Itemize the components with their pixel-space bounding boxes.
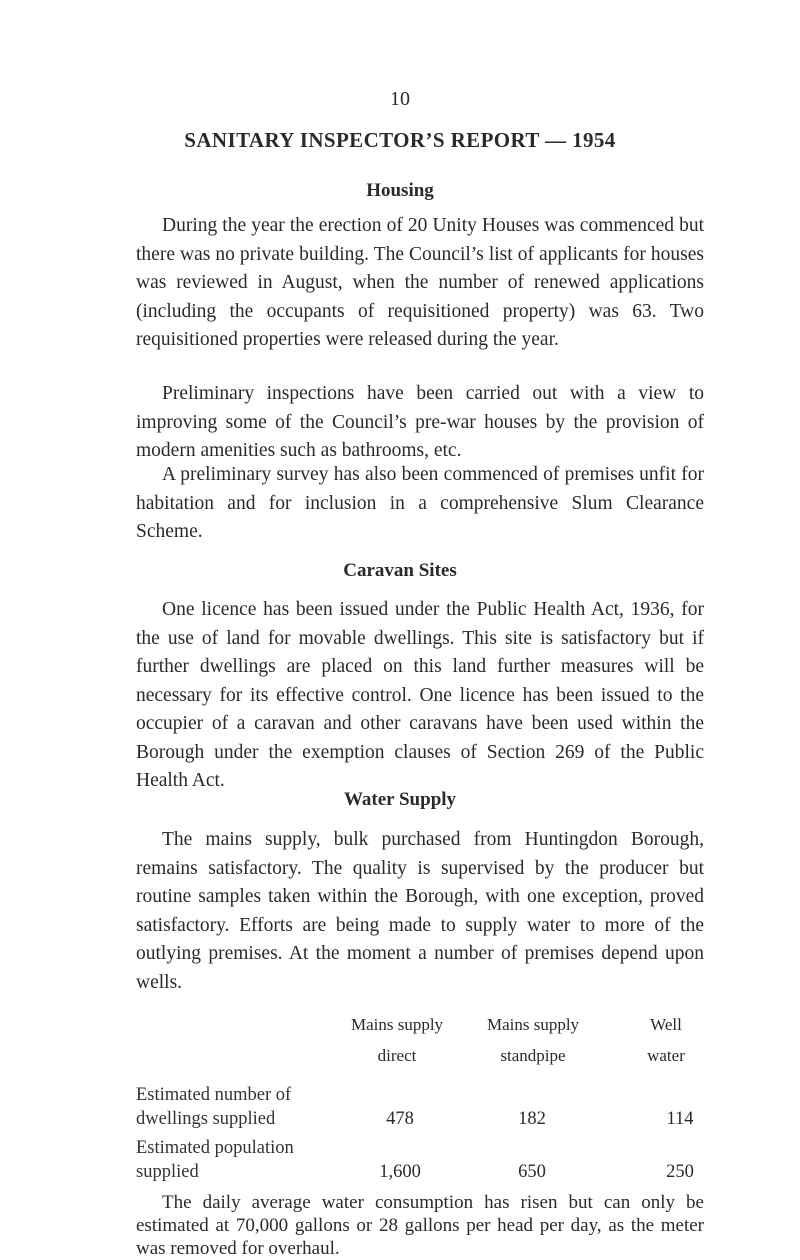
report-title: SANITARY INSPECTOR’S REPORT — 1954 bbox=[184, 128, 616, 152]
water-closing-paragraph: The daily average water consumption has risen but can only be estimated at 70,000 gallons or 28 gallons per head per day, as the meter was removed for overhaul. bbox=[136, 1192, 704, 1259]
table-cell: 478 bbox=[386, 1109, 414, 1129]
caravan-paragraph-1: One licence has been issued under the Public Health Act, 1936, for the use of land for movable dwellings. This site is satisfactory but if further dwellings are placed on this land further measures will be necessary for its effective control. One licence has been issued to the occupier of a caravan and other caravans have been used within the Borough under the exemption clauses of Section 269 of the Public Health Act. bbox=[136, 599, 704, 791]
table-cell: 182 bbox=[518, 1109, 546, 1129]
page-number: 10 bbox=[390, 88, 410, 110]
table-cell: 250 bbox=[666, 1162, 694, 1182]
water-paragraph-1: The mains supply, bulk purchased from Huntingdon Borough, remains satisfactory. The quality is supervised by the producer but routine samples taken within the Borough, with one exception, proved satisfactory. Efforts are being made to supply water to more of the outlying premises. At the moment a number of premises depend upon wells. bbox=[136, 829, 704, 993]
table-row-label: Estimated number of dwellings supplied bbox=[136, 1085, 292, 1129]
table-cell: 114 bbox=[666, 1109, 694, 1129]
table-cell: 1,600 bbox=[379, 1162, 421, 1182]
housing-paragraph-3: A preliminary survey has also been commenced of premises unfit for habitation and for inclusion in a comprehensive Slum Clearance Scheme. bbox=[136, 464, 704, 542]
table-cell: 650 bbox=[518, 1162, 546, 1182]
caravan-heading: Caravan Sites bbox=[343, 560, 457, 581]
water-heading: Water Supply bbox=[343, 789, 457, 810]
table-row-label: Estimated population supplied bbox=[136, 1138, 294, 1182]
column-header-mains-standpipe: Mains supply standpipe bbox=[486, 1015, 580, 1065]
housing-paragraph-2: Preliminary inspections have been carried out with a view to improving some of the Council’s pre-war houses by the provision of modern amenities such as bathrooms, etc. bbox=[136, 383, 704, 461]
column-header-well-water: Well water bbox=[647, 1015, 685, 1065]
housing-paragraph-1: During the year the erection of 20 Unity Houses was commenced but there was no private building. The Council’s list of applicants for houses was reviewed in August, when the number of renewed applications (including the occupants of requisitioned property) was 63. Two requisitioned properties were released during the year. bbox=[136, 215, 704, 350]
column-header-mains-direct: Mains supply direct bbox=[350, 1015, 444, 1065]
housing-heading: Housing bbox=[366, 180, 434, 201]
